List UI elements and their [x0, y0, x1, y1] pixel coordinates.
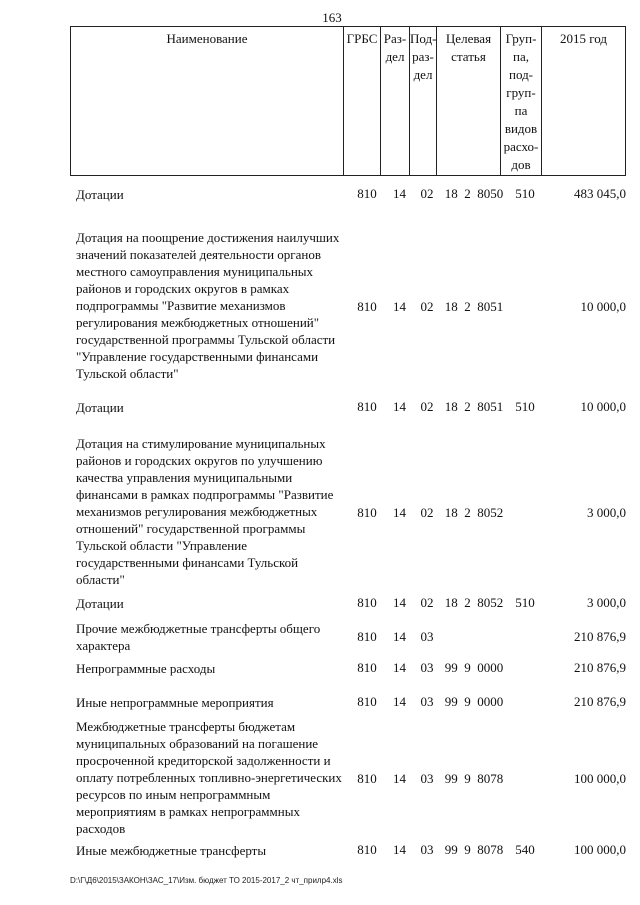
row-name	[76, 842, 344, 859]
header-name: Наименование	[71, 27, 344, 175]
row-name-line: Дотация на поощрение достижения наилучших	[76, 230, 340, 245]
row-name-line: районов и городских округов в рамках	[76, 281, 290, 296]
row-sum-2015: 100 000,0	[574, 842, 626, 857]
row-sum-2015: 10 000,0	[580, 399, 626, 414]
row-name-line: государственными финансами Тульской	[76, 555, 299, 570]
row-name-line: подпрограммы "Развитие механизмов	[76, 298, 286, 313]
row-sum-2015: 10 000,0	[580, 299, 626, 314]
row-name-line: Прочие межбюджетные трансферты общего	[76, 621, 321, 636]
row-name-line: местного самоуправления муниципальных	[76, 264, 314, 279]
header-year: 2015 год	[560, 31, 607, 46]
row-razdel: 14	[393, 660, 406, 675]
row-name-line: Иные межбюджетные трансферты	[76, 843, 267, 858]
row-name-line: Тульской области"	[76, 366, 179, 381]
row-celevaya-statya: 18 2 8052	[444, 505, 504, 520]
row-sum-2015: 3 000,0	[587, 505, 626, 520]
row-name-line: Дотация на стимулирование муниципальных	[76, 436, 326, 451]
row-celevaya-statya: 18 2 8050	[444, 186, 504, 201]
row-name-line: Тульской области "Управление	[76, 538, 247, 553]
row-grbs: 810	[357, 505, 377, 520]
row-name-line: Межбюджетные трансферты бюджетам	[76, 719, 296, 734]
row-name-line: мероприятиям в рамках непрограммных	[76, 804, 300, 819]
row-name-line: просроченной кредиторской задолженности и	[76, 753, 331, 768]
row-sum-2015: 210 876,9	[574, 660, 626, 675]
row-podrazdel: 02	[420, 299, 434, 314]
row-sum-2015: 3 000,0	[587, 595, 626, 610]
row-name-line: ресурсов по иным непрограммным	[76, 787, 271, 802]
row-grbs: 810	[357, 299, 377, 314]
row-razdel: 14	[393, 694, 406, 709]
row-razdel: 14	[393, 629, 406, 644]
row-grbs: 810	[357, 186, 377, 201]
header-razdel: Раз- дел	[381, 27, 410, 175]
row-name-line: Иные непрограммные мероприятия	[76, 695, 274, 710]
row-name-line: муниципальных образований на погашение	[76, 736, 319, 751]
table-header	[70, 26, 626, 176]
row-name	[76, 186, 344, 203]
row-name-line: Дотации	[76, 400, 124, 415]
row-celevaya-statya: 99 9 0000	[444, 660, 504, 675]
row-vid-rashodov: 510	[515, 595, 535, 610]
row-razdel: 14	[393, 299, 406, 314]
row-celevaya-statya: 99 9 8078	[444, 771, 504, 786]
row-name	[76, 660, 344, 677]
row-name	[76, 694, 344, 711]
row-grbs: 810	[357, 660, 377, 675]
row-name-line: механизмов регулирования межбюджетных	[76, 504, 318, 519]
row-name-line: расходов	[76, 821, 126, 836]
row-razdel: 14	[393, 842, 406, 857]
row-name	[76, 399, 344, 416]
row-podrazdel: 02	[420, 186, 434, 201]
row-razdel: 14	[393, 186, 406, 201]
row-name-line: Непрограммные расходы	[76, 661, 216, 676]
row-name-line: оплату потребленных топливно-энергетических	[76, 770, 342, 785]
row-podrazdel: 03	[420, 771, 434, 786]
row-podrazdel: 02	[420, 505, 434, 520]
row-name-line: государственной программы Тульской области	[76, 332, 336, 347]
row-name-line: Дотации	[76, 596, 124, 611]
row-name-line: "Управление государственными финансами	[76, 349, 319, 364]
row-razdel: 14	[393, 505, 406, 520]
row-vid-rashodov: 510	[515, 399, 535, 414]
page-number: 163	[322, 10, 342, 25]
row-vid-rashodov: 540	[515, 842, 535, 857]
row-name-line: области"	[76, 572, 125, 587]
row-grbs: 810	[357, 771, 377, 786]
row-podrazdel: 03	[420, 694, 434, 709]
row-razdel: 14	[393, 399, 406, 414]
header-podrazdel: Под- раз- дел	[410, 27, 437, 175]
header-gruppa-vidov-rashodov: Груп- па, под- груп- па видов расхо- дов	[501, 27, 542, 175]
row-vid-rashodov: 510	[515, 186, 535, 201]
row-razdel: 14	[393, 595, 406, 610]
row-celevaya-statya: 99 9 0000	[444, 694, 504, 709]
header-grbs: ГРБС	[344, 27, 381, 175]
row-name	[76, 595, 344, 612]
row-celevaya-statya: 99 9 8078	[444, 842, 504, 857]
row-name-line: финансами в рамках подпрограммы "Развитие	[76, 487, 334, 502]
row-name-line: регулирования межбюджетных отношений"	[76, 315, 320, 330]
row-podrazdel: 02	[420, 399, 434, 414]
row-sum-2015: 483 045,0	[574, 186, 626, 201]
row-sum-2015: 210 876,9	[574, 629, 626, 644]
row-grbs: 810	[357, 694, 377, 709]
row-name-line: районов и городских округов по улучшению	[76, 453, 323, 468]
row-grbs: 810	[357, 629, 377, 644]
row-name-line: значений показателей деятельности органов	[76, 247, 321, 262]
header-celevaya-statya: Целевая статья	[437, 27, 501, 175]
row-name	[76, 229, 344, 382]
row-razdel: 14	[393, 771, 406, 786]
row-celevaya-statya: 18 2 8051	[444, 299, 504, 314]
row-celevaya-statya: 18 2 8052	[444, 595, 504, 610]
row-celevaya-statya: 18 2 8051	[444, 399, 504, 414]
row-name-line: отношений" государственной программы	[76, 521, 306, 536]
row-name	[76, 718, 344, 837]
row-name-line: характера	[76, 638, 131, 653]
row-podrazdel: 03	[420, 842, 434, 857]
row-sum-2015: 210 876,9	[574, 694, 626, 709]
row-podrazdel: 03	[420, 660, 434, 675]
row-grbs: 810	[357, 595, 377, 610]
row-sum-2015: 100 000,0	[574, 771, 626, 786]
row-name	[76, 620, 344, 654]
file-path-footer: D:\Г\Д6\2015\ЗАКОН\ЗАС_17\Изм. бюджет ТО 2015-2017_2 чт_прилр4.xls	[70, 876, 343, 885]
row-grbs: 810	[357, 842, 377, 857]
row-name	[76, 435, 344, 588]
row-podrazdel: 02	[420, 595, 434, 610]
row-podrazdel: 03	[420, 629, 434, 644]
row-name-line: качества управления муниципальными	[76, 470, 293, 485]
row-grbs: 810	[357, 399, 377, 414]
row-name-line: Дотации	[76, 187, 124, 202]
